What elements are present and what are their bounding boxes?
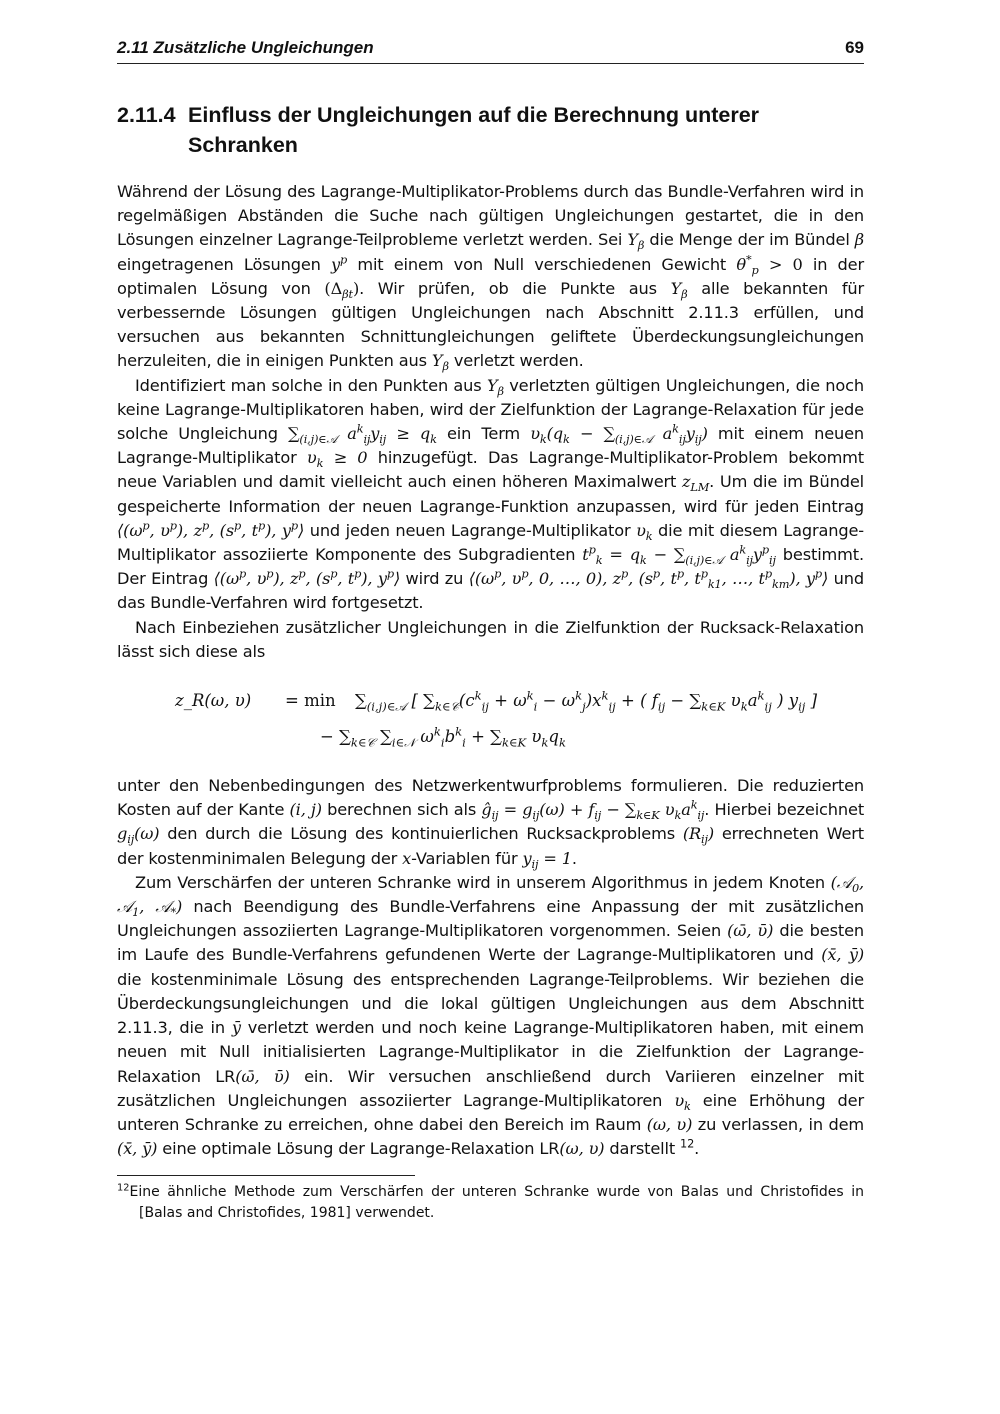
footnote-reference[interactable]: 12 — [680, 1136, 695, 1151]
section-heading — [117, 100, 864, 160]
formula-operator: = min — [285, 690, 336, 710]
formula-lhs: z_R(ω, υ) — [175, 690, 252, 710]
paragraph-2: Identifiziert man solche in den Punkten aus $Y_\beta$ verletzten gültigen Ungleichungen, die noch keine Lagrange-Multiplikatoren haben, wird der Zielfunktion der Lagrange-Relaxation für jede solche Ungleichung $\sum_{(i,j)\in 𝒜}$ $a^k_{ij}y_{ij} \ge q_k$ ein Term $\upsilon_k(q_k - \sum_{(i,j)\in 𝒜}$ $a^k_{ij}y_{ij}$) mit einem neuen Lagrange-Multiplikator $\upsilon_k \ge 0$ hinzugefügt. Das Lagrange-Multiplikator-Problem bekommt neue Variablen und damit vielleicht auch einen höheren Maximalwert $z_{LM}$. Um die im Bündel gespeicherte Information der neuen Lagrange-Funktion anzupassen, wird für jeden Eintrag $⟨(\omega^p$, $\upsilon^p$), $z^p$, ($s^p$, $t^p$), $y^p⟩$ und jeden neuen Lagrange-Multiplikator $\upsilon_k$ die mit diesem Lagrange-Multiplikator assoziierte Komponente des Subgradienten $t^p_k = q_k - \sum_{(i,j)\in 𝒜}$ $a^k_{ij}y^p_{ij}$ bestimmt. Der Eintrag $⟨(\omega^p$, $\upsilon^p$), $z^p$, ($s^p$, $t^p$), $y^p⟩$ wird zu $⟨(\omega^p$, $\upsilon^p$, 0, …, 0), $z^p$, ($s^p$, $t^p$, $t^p_{k1}$, …, $t^p_{km}$), $y^p⟩$ und das Bundle-Verfahren wird fortgesetzt. — [117, 375, 865, 613]
footnote — [117, 1182, 864, 1224]
paragraph-4: unter den Nebenbedingungen des Netzwerkentwurfproblems formulieren. Die reduzierten Kosten auf der Kante (i, j) berechnen sich als $ĝ_{ij} = g_{ij}(\omega) + f_{ij} - \sum_{k\in K}$ $\upsilon_ka^k_{ij}$. Hierbei bezeichnet $g_{ij}(\omega)$ den durch die Lösung des kontinuierlichen Rucksackproblems $(R_{ij})$ errechneten Wert der kostenminimalen Belegung der x-Variablen für $y_{ij} = 1$. — [117, 776, 865, 871]
display-formula: z_R(ω, υ) = min $\sum_{(i,j)\in 𝒜}$ [ $\sum_{k\in 𝒞}(c^k_{ij} + \omega^k_i - \omega^k_j)x^k_{ij}$ + ( $f_{ij} - \sum_{k\in K}$ $\upsilon_ka^k_{ij}$ ) $y_{ij}$ ] − $\sum_{k\in 𝒞}$ $\sum_{i\in 𝒩}$ $\omega^k_ib^k_i + \sum_{k\in K}$ $\upsilon_kq_k$ — [175, 688, 818, 749]
footnote-rule — [117, 1175, 415, 1176]
footnote-mark: 12 — [117, 1182, 130, 1194]
page-number: 69 — [845, 38, 864, 57]
paragraph-3: Nach Einbeziehen zusätzlicher Ungleichungen in die Zielfunktion der Rucksack-Relaxation lässt sich diese als — [117, 617, 864, 661]
chapter-title: 2.11 Zusätzliche Ungleichungen — [117, 38, 374, 57]
page — [117, 38, 864, 1224]
paragraph-1: Während der Lösung des Lagrange-Multiplikator-Problems durch das Bundle-Verfahren wird in regelmäßigen Abständen die Suche nach gültigen Ungleichungen gestartet, die in den Lösungen einzelner Lagrange-Teilprobleme verletzt werden. Sei $Y_\beta$ die Menge der im Bündel β eingetragenen Lösungen $y^p$ mit einem von Null verschiedenen Gewicht $\theta^*_p > 0$ in der optimalen Lösung von $(\Delta_{\beta t})$. Wir prüfen, ob die Punkte aus $Y_\beta$ alle bekannten für verbessernde Lösungen gültigen Ungleichungen nach Abschnitt 2.11.3 erfüllen, und versuchen aus bekannten Schnittungleichungen geliftete Überdeckungsungleichungen herzuleiten, die in einigen Punkten aus $Y_\beta$ verletzt werden. — [117, 182, 865, 374]
section-title: Einfluss der Ungleichungen auf die Berechnung unterer Schranken — [188, 103, 760, 157]
paragraph-5: Zum Verschärfen der unteren Schranke wird in unserem Algorithmus in jedem Knoten (𝒜$_0$, 𝒜$_1$, 𝒜$_*$) nach Beendigung des Bundle-Verfahrens eine Anpassung der mit zusätzlichen Ungleichungen assoziierten Lagrange-Multiplikatoren vorgenommen. Seien (ω̄, ῡ) die besten im Laufe des Bundle-Verfahrens gefundenen Werte der Lagrange-Multiplikatoren und (x̄, ȳ) die kostenminimale Lösung des entsprechenden Lagrange-Teilproblems. Wir beziehen die Überdeckungsungleichungen und die lokal gültigen Ungleichungen aus dem Abschnitt 2.11.3, die in ȳ verletzt werden und noch keine Lagrange-Multiplikatoren haben, mit einem neuen mit Null initialisierten Lagrange-Multiplikator in die Zielfunktion der Lagrange-Relaxation LR(ω̄, ῡ) ein. Wir versuchen anschließend durch Variieren einzelner mit zusätzlichen Ungleichungen assoziierter Lagrange-Multiplikatoren $\upsilon_k$ eine Erhöhung der unteren Schranke zu erreichen, ohne dabei den Bereich im Raum (ω, υ) zu verlassen, in dem (x̄, ȳ) eine optimale Lösung der Lagrange-Relaxation LR(ω, υ) darstellt $^{12}$. — [117, 872, 865, 1159]
running-header — [117, 38, 864, 64]
footnote-text: Eine ähnliche Methode zum Verschärfen der unteren Schranke wurde von Balas und Christofides in [Balas and Christofides, 1981] verwendet. — [129, 1184, 864, 1222]
section-number: 2.11.4 — [117, 103, 176, 127]
